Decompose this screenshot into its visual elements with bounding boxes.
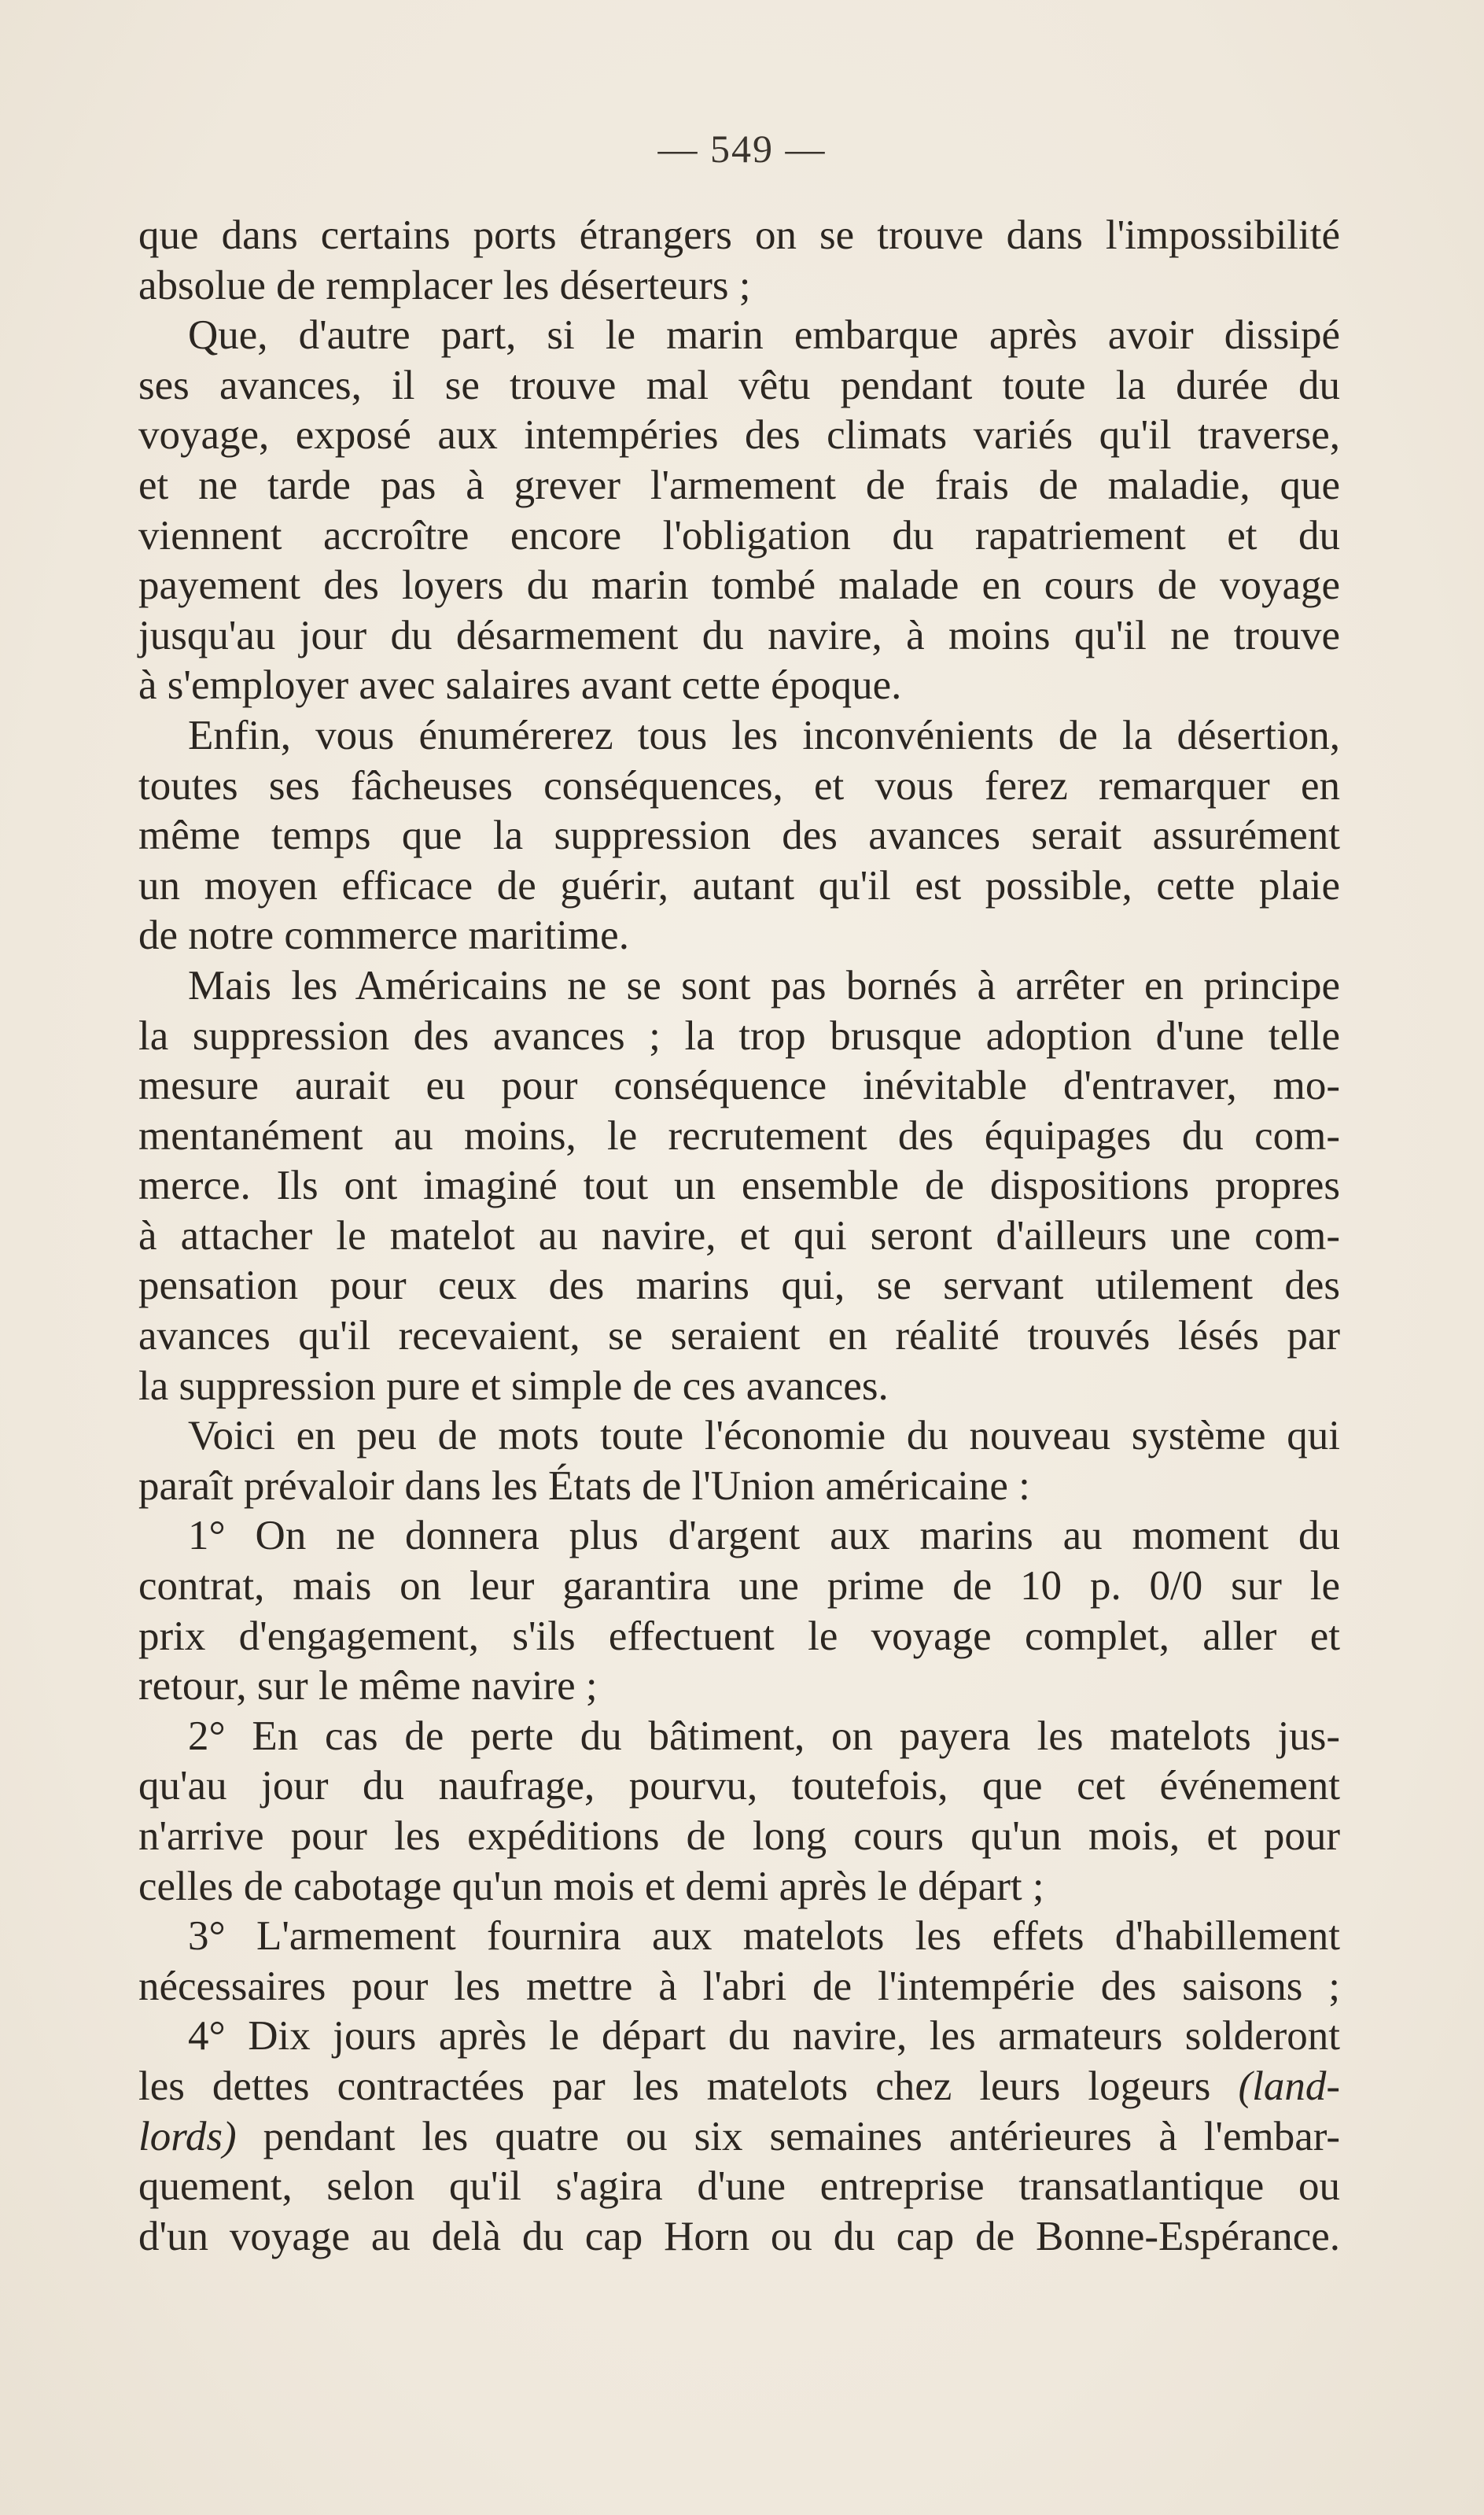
text-line: Enfin, vous énumérerez tous les inconvénients de la désertion, xyxy=(188,712,1340,758)
text-line: d'un voyage au delà du cap Horn ou du cap de Bonne-Espérance. xyxy=(138,2213,1340,2259)
text-line: ses avances, il se trouve mal vêtu pendant toute la durée du xyxy=(138,362,1340,408)
text-line: paraît prévaloir dans les États de l'Union américaine : xyxy=(138,1462,1030,1509)
text-line: contrat, mais on leur garantira une prime de 10 p. 0/0 sur le xyxy=(138,1563,1340,1610)
text-line: celles de cabotage qu'un mois et demi après le départ ; xyxy=(138,1863,1044,1909)
text-line: avances qu'il recevaient, se seraient en réalité trouvés lésés par xyxy=(138,1313,1340,1359)
text-line: voyage, exposé aux intempéries des climats variés qu'il traverse, xyxy=(138,412,1340,459)
text-line: nécessaires pour les mettre à l'abri de l'intempérie des saisons ; xyxy=(138,1963,1340,2009)
body-text xyxy=(138,211,1340,2262)
text-line: mesure aurait eu pour conséquence inévitable d'entraver, mo- xyxy=(138,1063,1340,1109)
text-line: qu'au jour du naufrage, pourvu, toutefois, que cet événement xyxy=(138,1763,1340,1809)
text-line: mentanément au moins, le recrutement des équipages du com- xyxy=(138,1112,1340,1159)
text-line: Voici en peu de mots toute l'économie du nouveau système qui xyxy=(188,1413,1340,1459)
italic-term: lords) xyxy=(138,2113,237,2159)
text-line: absolue de remplacer les déserteurs ; xyxy=(138,262,751,308)
text-line: lords) pendant les quatre ou six semaines antérieures à l'embar- xyxy=(138,2113,1340,2159)
text-line: Mais les Américains ne se sont pas bornés à arrêter en principe xyxy=(188,962,1340,1009)
text-line: viennent accroître encore l'obligation du rapatriement et du xyxy=(138,512,1340,559)
text-line: prix d'engagement, s'ils effectuent le voyage complet, aller et xyxy=(138,1613,1340,1659)
text-line: Que, d'autre part, si le marin embarque après avoir dissipé xyxy=(188,312,1340,359)
text-line: à attacher le matelot au navire, et qui seront d'ailleurs une com- xyxy=(138,1212,1340,1259)
text-line: merce. Ils ont imaginé tout un ensemble de dispositions propres xyxy=(138,1163,1340,1209)
text-line: de notre commerce maritime. xyxy=(138,913,629,959)
text-line: pensation pour ceux des marins qui, se servant utilement des xyxy=(138,1263,1340,1309)
text-line: n'arrive pour les expéditions de long cours qu'un mois, et pour xyxy=(138,1813,1340,1859)
text-line: retour, sur le même navire ; xyxy=(138,1663,598,1709)
italic-term: (land- xyxy=(1238,2063,1340,2109)
text-line: jusqu'au jour du désarmement du navire, à moins qu'il ne trouve xyxy=(138,612,1340,658)
text-line: la suppression des avances ; la trop brusque adoption d'une telle xyxy=(138,1012,1340,1059)
text-line: 4° Dix jours après le départ du navire, les armateurs solderont xyxy=(188,2013,1340,2060)
text-line: 3° L'armement fournira aux matelots les effets d'habillement xyxy=(188,1913,1340,1960)
text-line: un moyen efficace de guérir, autant qu'il est possible, cette plaie xyxy=(138,862,1340,909)
text-line: la suppression pure et simple de ces avances. xyxy=(138,1363,889,1409)
text-line: quement, selon qu'il s'agira d'une entreprise transatlantique ou xyxy=(138,2163,1340,2210)
text-line: et ne tarde pas à grever l'armement de frais de maladie, que xyxy=(138,462,1340,508)
text-line: les dettes contractées par les matelots chez leurs logeurs (land- xyxy=(138,2063,1340,2109)
text-line: à s'employer avec salaires avant cette époque. xyxy=(138,662,902,709)
text-line: toutes ses fâcheuses conséquences, et vous ferez remarquer en xyxy=(138,762,1340,809)
text-line: 2° En cas de perte du bâtiment, on payera les matelots jus- xyxy=(188,1713,1340,1759)
page-number: — 549 — xyxy=(657,127,827,171)
text-line: même temps que la suppression des avances serait assurément xyxy=(138,813,1340,859)
text-line: que dans certains ports étrangers on se trouve dans l'impossibilité xyxy=(138,212,1340,258)
text-line: payement des loyers du marin tombé malade en cours de voyage xyxy=(138,562,1340,609)
text-line: 1° On ne donnera plus d'argent aux marins au moment du xyxy=(188,1513,1340,1559)
